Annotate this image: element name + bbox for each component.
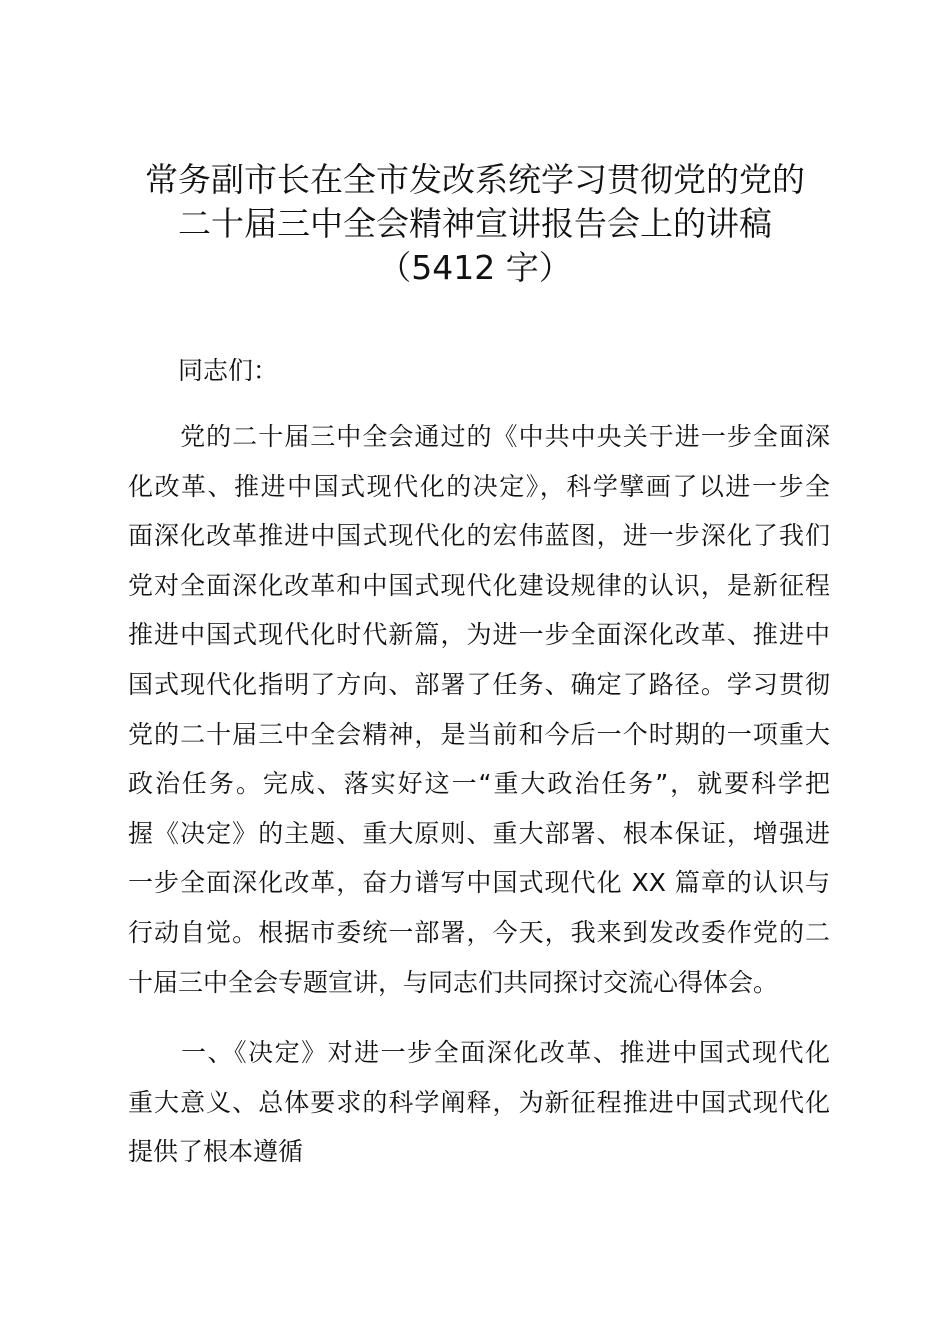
title-line-3: （5412 字） (378, 248, 572, 287)
paragraph-line: 国式现代化指明了方向、部署了任务、确定了路径。学习贯彻 (128, 669, 830, 699)
paragraph-line: 推进中国式现代化时代新篇，为进一步全面深化改革、推进中 (128, 620, 830, 650)
heading-line: 一、《决定》对进一步全面深化改革、推进中国式现代化 (128, 1038, 830, 1067)
document-title (120, 158, 830, 290)
paragraph-line: 党的二十届三中全会通过的《中共中央关于进一步全面深 (128, 422, 830, 451)
title-line-1: 常务副市长在全市发改系统学习贯彻党的党的 (145, 160, 805, 199)
paragraph-line: 政治任务。完成、落实好这一“重大政治任务”，就要科学把 (128, 769, 830, 799)
paragraph-line: 行动自觉。根据市委统一部署，今天，我来到发改委作党的二 (128, 917, 830, 947)
paragraph-line: 化改革、推进中国式现代化的决定》，科学擘画了以进一步全 (128, 471, 830, 501)
paragraph-line: 十届三中全会专题宣讲，与同志们共同探讨交流心得体会。 (128, 967, 779, 997)
heading-line: 重大意义、总体要求的科学阐释，为新征程推进中国式现代化 (128, 1087, 830, 1117)
title-line-2: 二十届三中全会精神宣讲报告会上的讲稿 (178, 204, 772, 243)
heading-line: 提供了根本遵循 (128, 1137, 304, 1167)
paragraph-line: 一步全面深化改革，奋力谱写中国式现代化 XX 篇章的认识与 (128, 868, 830, 898)
paragraph-line: 党的二十届三中全会精神，是当前和今后一个时期的一项重大 (128, 719, 830, 749)
paragraph-line: 面深化改革推进中国式现代化的宏伟蓝图，进一步深化了我们 (128, 521, 830, 551)
paragraph-line: 握《决定》的主题、重大原则、重大部署、根本保证，增强进 (128, 818, 830, 848)
section-heading-1 (128, 1028, 830, 1177)
body-paragraph-1 (128, 412, 830, 1007)
paragraph-line: 党对全面深化改革和中国式现代化建设规律的认识，是新征程 (128, 570, 830, 600)
greeting: 同志们： (178, 356, 279, 385)
